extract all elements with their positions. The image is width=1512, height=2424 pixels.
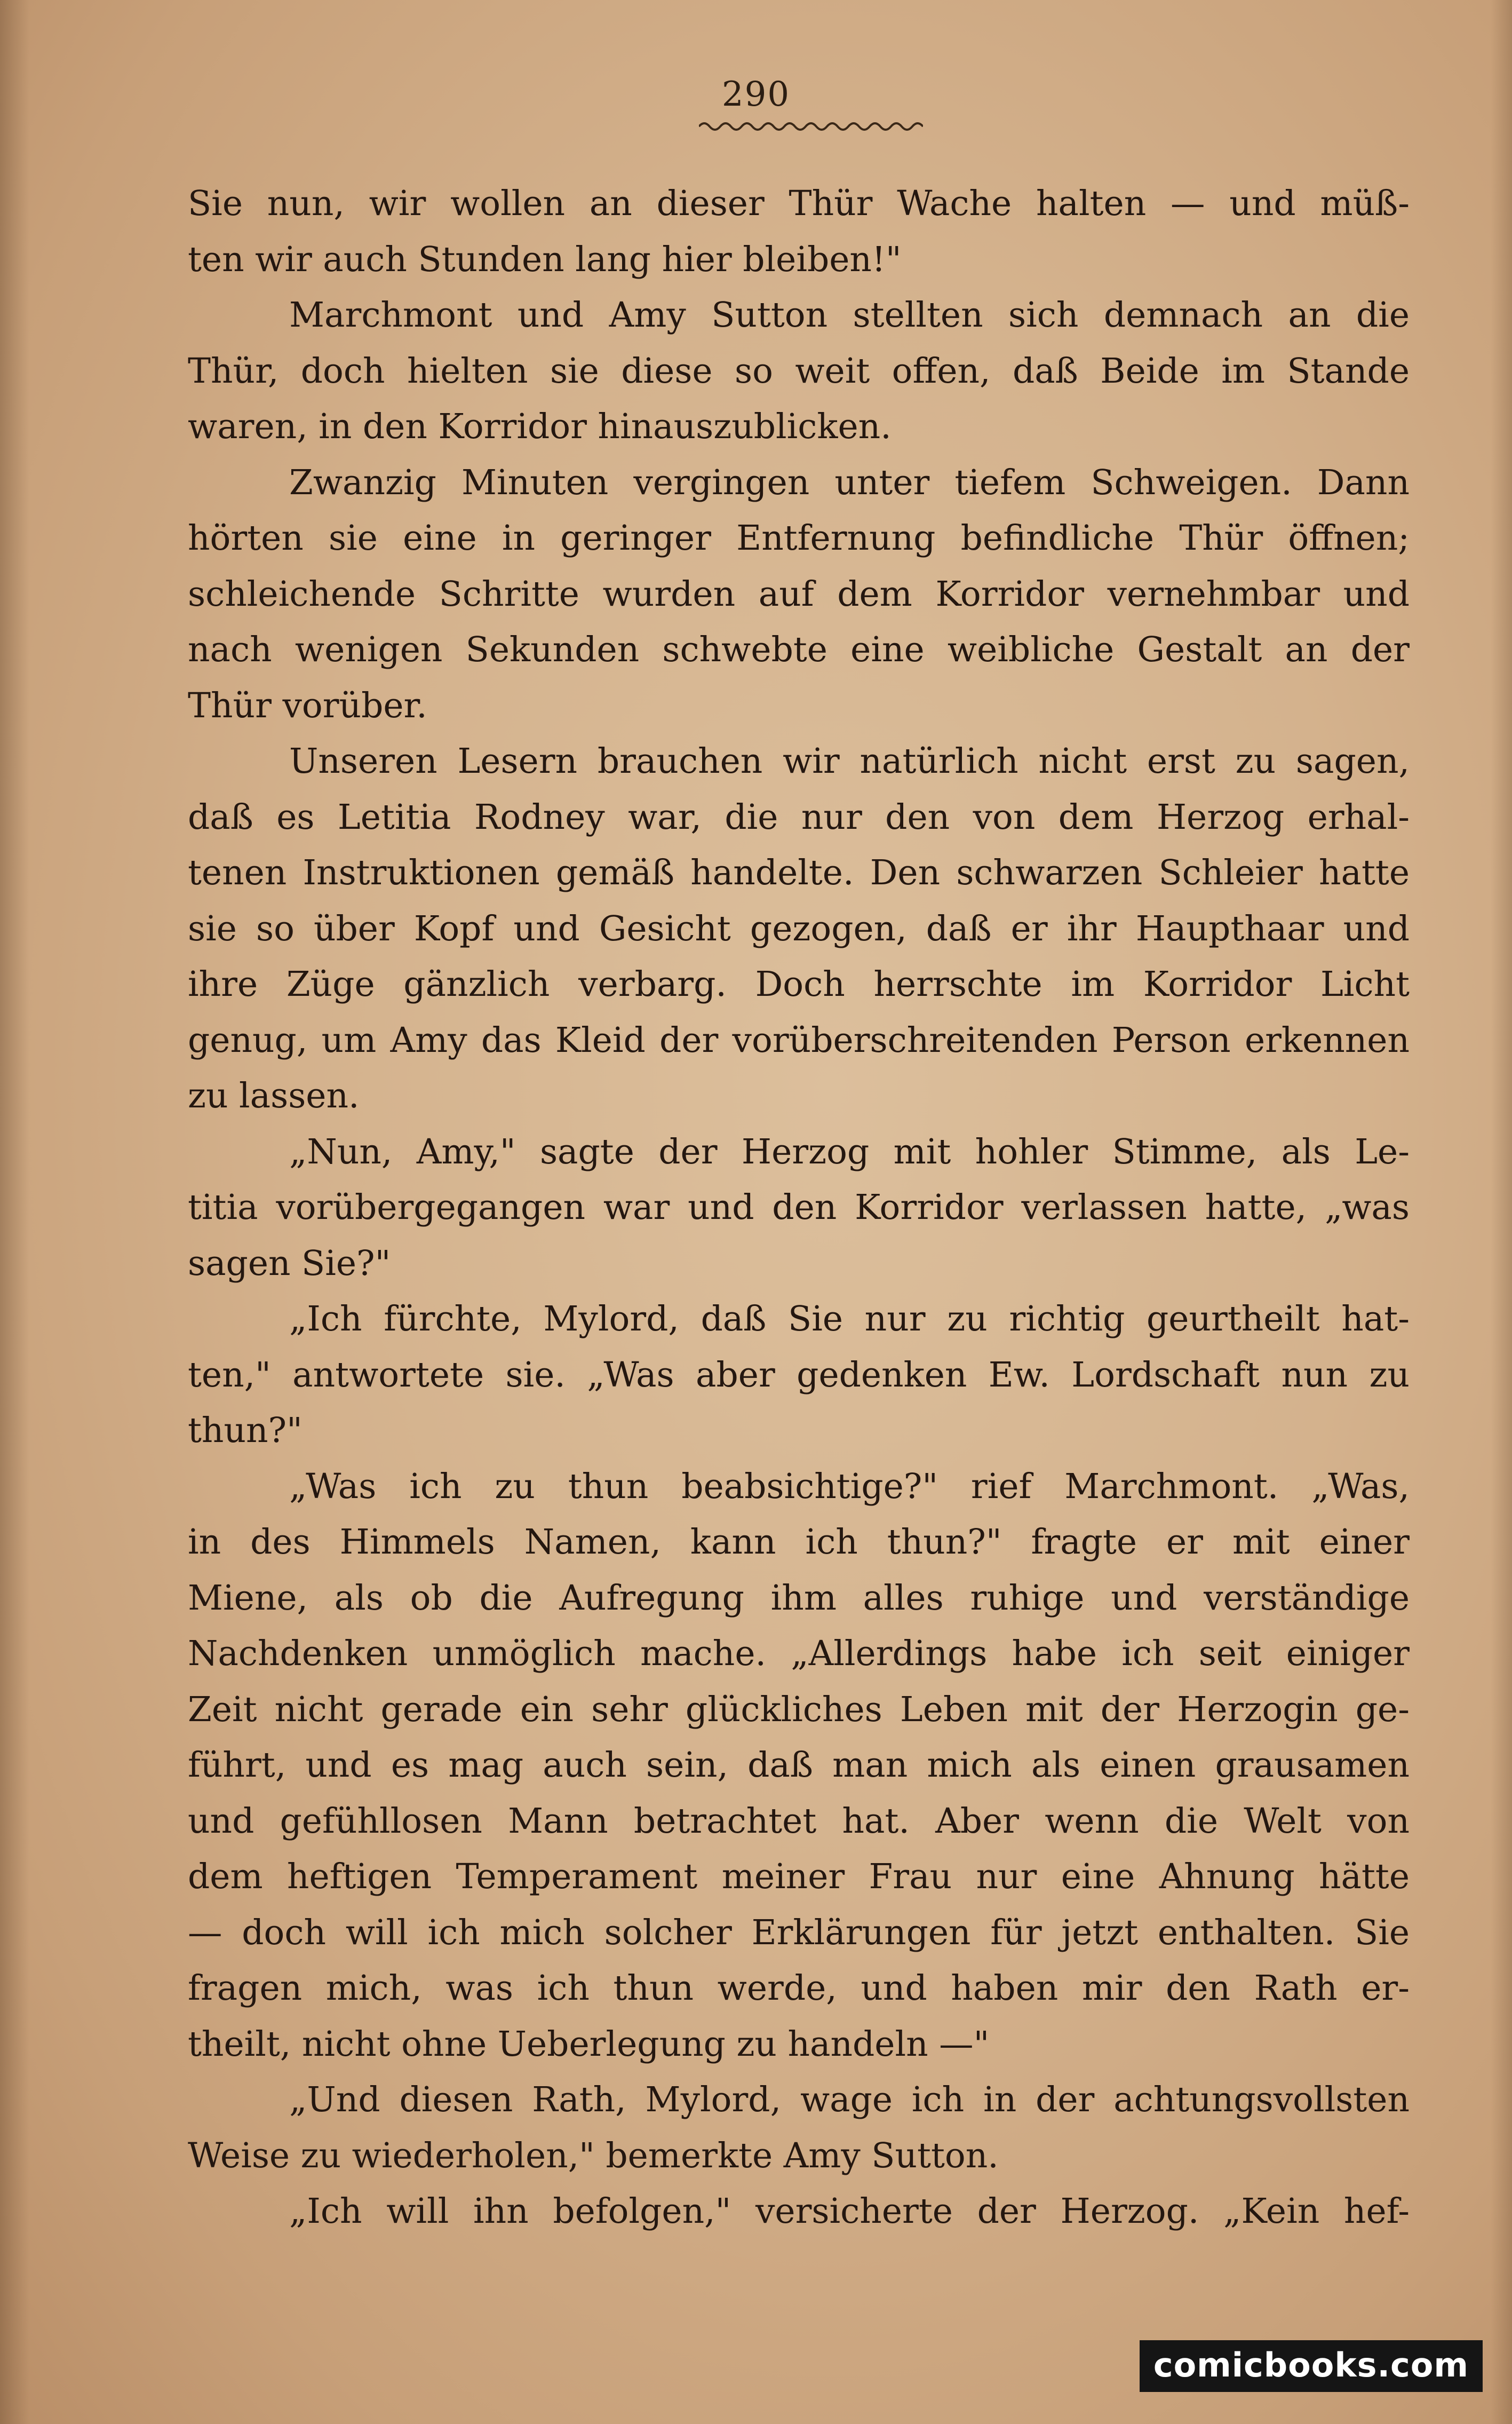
text-line: Unseren Lesern brauchen wir natürlich nicht erst zu sagen, (289, 741, 1410, 781)
text-line: und gefühllosen Mann betrachtet hat. Aber wenn die Welt von (188, 1801, 1410, 1841)
text-line: fragen mich, was ich thun werde, und haben mir den Rath er- (188, 1968, 1410, 2008)
text-line: genug, um Amy das Kleid der vorüberschreitenden Person erkennen (188, 1020, 1410, 1060)
text-line: „Ich will ihn befolgen," versicherte der Herzog. „Kein hef- (289, 2191, 1410, 2231)
ornament-divider (699, 118, 923, 134)
text-line: ten wir auch Stunden lang hier bleiben!" (188, 239, 902, 280)
page-number: 290 (721, 75, 791, 114)
text-line: daß es Letitia Rodney war, die nur den von dem Herzog erhal- (188, 797, 1410, 837)
text-line: zu lassen. (188, 1076, 360, 1116)
text-line: sagen Sie?" (188, 1243, 391, 1284)
text-line: Miene, als ob die Aufregung ihm alles ruhige und verständige (188, 1578, 1410, 1618)
text-line: nach wenigen Sekunden schwebte eine weibliche Gestalt an der (188, 630, 1410, 670)
text-line: thun?" (188, 1411, 303, 1451)
text-line: ten," antwortete sie. „Was aber gedenken Ew. Lordschaft nun zu (188, 1354, 1410, 1395)
text-line: „Was ich zu thun beabsichtige?" rief Marchmont. „Was, (289, 1466, 1410, 1507)
text-line: ihre Züge gänzlich verbarg. Doch herrschte im Korridor Licht (188, 964, 1410, 1004)
body-text (188, 176, 1410, 2240)
text-line: schleichende Schritte wurden auf dem Korridor vernehmbar und (188, 574, 1410, 614)
text-line: Thür, doch hielten sie diese so weit offen, daß Beide im Stande (188, 351, 1410, 391)
text-line: — doch will ich mich solcher Erklärungen für jetzt enthalten. Sie (188, 1912, 1410, 1953)
text-line: Marchmont und Amy Sutton stellten sich demnach an die (289, 295, 1410, 335)
text-line: Zeit nicht gerade ein sehr glückliches Leben mit der Herzogin ge- (188, 1689, 1410, 1730)
text-line: „Nun, Amy," sagte der Herzog mit hohler Stimme, als Le- (289, 1131, 1410, 1172)
text-line: Weise zu wiederholen," bemerkte Amy Sutton. (188, 2135, 999, 2176)
text-line: titia vorübergegangen war und den Korridor verlassen hatte, „was (188, 1187, 1410, 1227)
text-line: waren, in den Korridor hinauszublicken. (188, 407, 892, 447)
text-line: tenen Instruktionen gemäß handelte. Den schwarzen Schleier hatte (188, 853, 1410, 893)
text-line: führt, und es mag auch sein, daß man mich als einen grausamen (188, 1745, 1410, 1785)
text-line: hörten sie eine in geringer Entfernung befindliche Thür öffnen; (188, 518, 1410, 558)
text-line: in des Himmels Namen, kann ich thun?" fragte er mit einer (188, 1522, 1410, 1562)
text-line: Thür vorüber. (188, 685, 427, 726)
watermark: comicbooks.com (1140, 2340, 1483, 2392)
text-line: „Ich fürchte, Mylord, daß Sie nur zu richtig geurtheilt hat- (289, 1299, 1410, 1339)
text-line: dem heftigen Temperament meiner Frau nur eine Ahnung hätte (188, 1857, 1410, 1897)
text-line: Zwanzig Minuten vergingen unter tiefem Schweigen. Dann (289, 462, 1410, 503)
text-line: Sie nun, wir wollen an dieser Thür Wache halten — und müß- (188, 184, 1410, 224)
text-line: theilt, nicht ohne Ueberlegung zu handeln —" (188, 2024, 990, 2064)
text-line: sie so über Kopf und Gesicht gezogen, daß er ihr Haupthaar und (188, 908, 1410, 949)
text-line: Nachdenken unmöglich mache. „Allerdings habe ich seit einiger (188, 1634, 1410, 1674)
text-line: „Und diesen Rath, Mylord, wage ich in der achtungsvollsten (289, 2080, 1410, 2120)
